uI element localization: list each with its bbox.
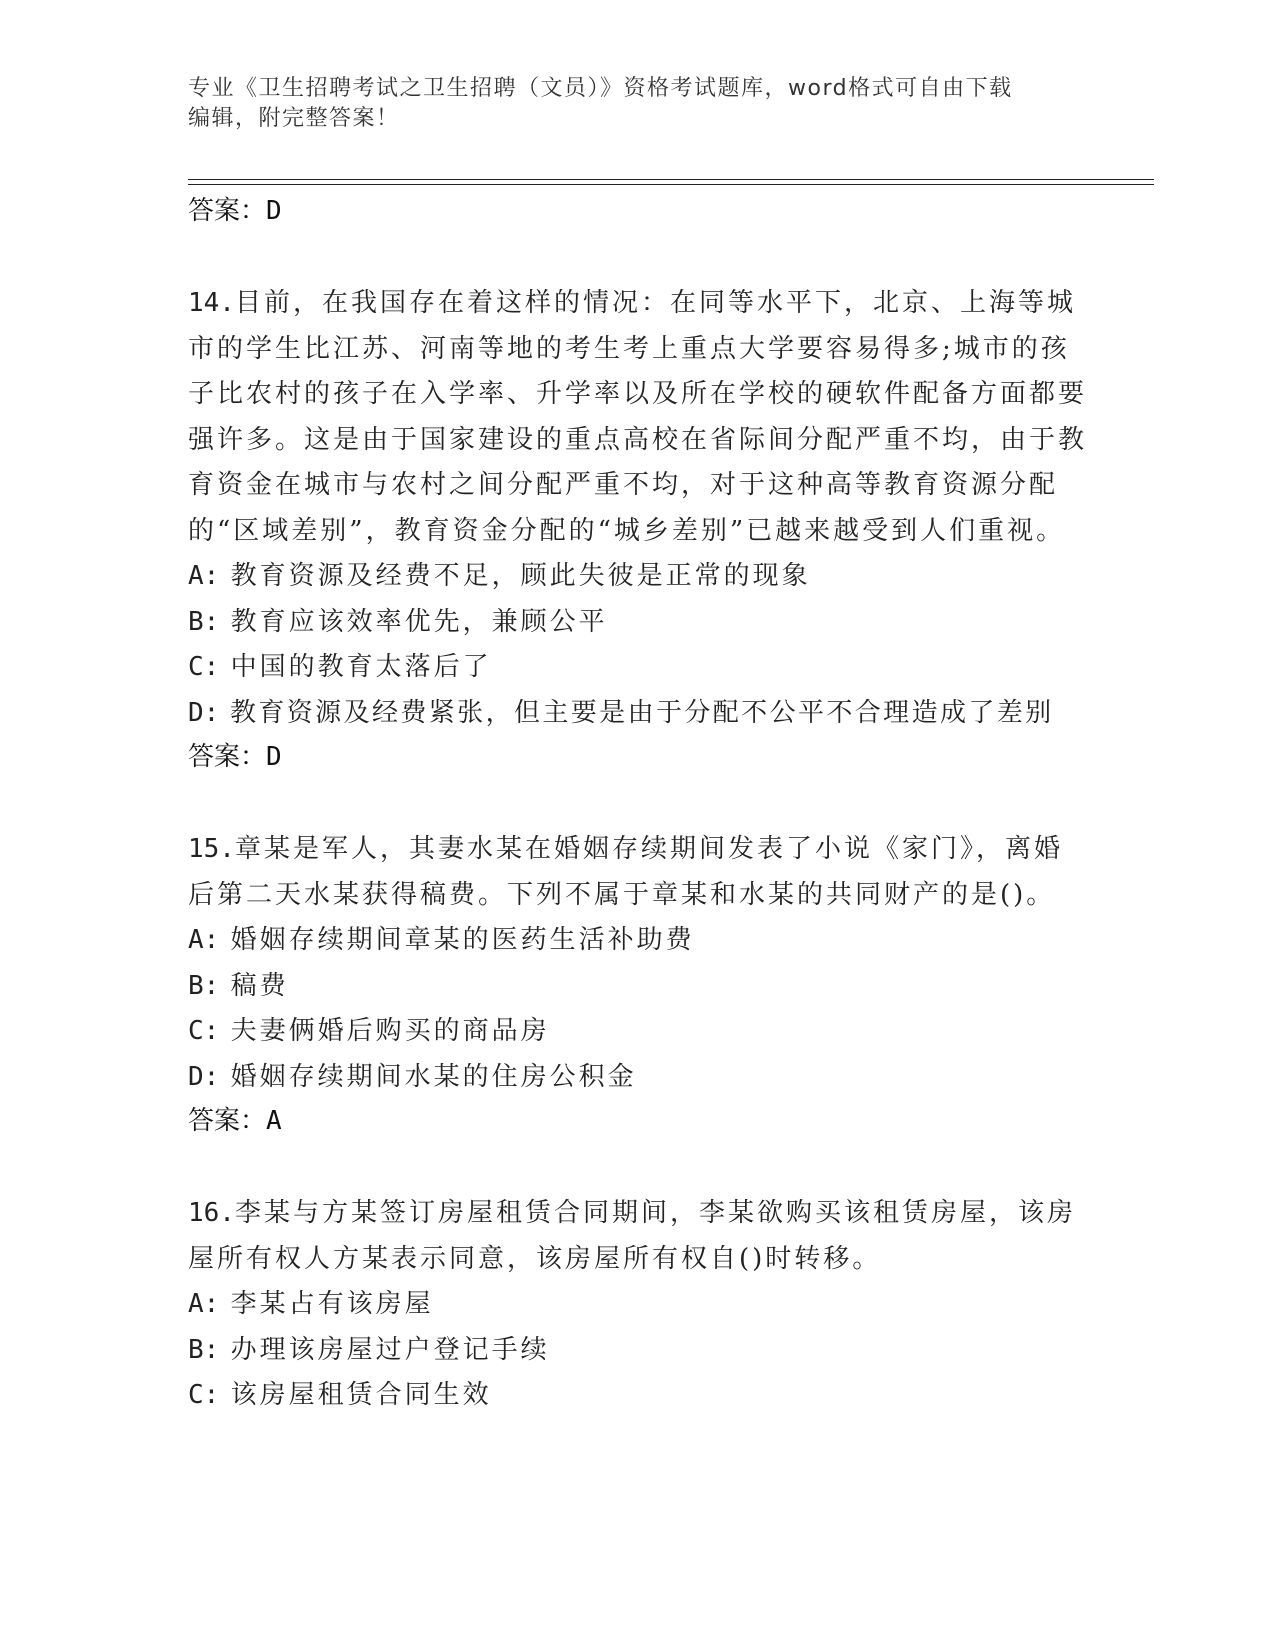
option-letter: D: xyxy=(188,1061,220,1092)
option-b xyxy=(188,600,1088,646)
option-letter: C: xyxy=(188,1380,220,1410)
answer-value: A xyxy=(266,1106,282,1136)
document-body xyxy=(188,190,1088,1419)
option-a xyxy=(188,554,1088,600)
option-letter: B: xyxy=(188,606,220,637)
option-c xyxy=(188,1009,1088,1055)
option-d xyxy=(188,1055,1088,1101)
question-number: 14. xyxy=(188,288,235,318)
question-answer xyxy=(188,1100,1088,1142)
answer-label: 答案： xyxy=(188,196,267,226)
option-b xyxy=(188,964,1088,1010)
option-text: 教育应该效率优先，兼顾公平 xyxy=(230,606,608,637)
option-letter: D: xyxy=(188,697,220,728)
option-text: 婚姻存续期间水某的住房公积金 xyxy=(230,1061,637,1092)
option-letter: B: xyxy=(188,1334,220,1365)
header-divider-top xyxy=(188,179,1154,180)
question-number: 15. xyxy=(188,834,235,864)
option-letter: A: xyxy=(188,561,220,591)
header-divider-bottom xyxy=(188,184,1154,185)
question-number: 16. xyxy=(188,1198,235,1228)
answer-label: 答案： xyxy=(188,1106,267,1136)
option-letter: A: xyxy=(188,1289,220,1319)
option-c xyxy=(188,645,1088,691)
option-text: 稿费 xyxy=(230,970,289,1001)
question-text xyxy=(188,827,1088,918)
option-a xyxy=(188,1282,1088,1328)
question-text xyxy=(188,281,1088,554)
option-letter: C: xyxy=(188,652,220,682)
previous-answer xyxy=(188,190,1088,232)
question-16 xyxy=(188,1191,1088,1419)
option-text: 婚姻存续期间章某的医药生活补助费 xyxy=(230,925,695,955)
header-line-1: 专业《卫生招聘考试之卫生招聘（文员）》资格考试题库，word格式可自由下载 xyxy=(188,76,1013,101)
option-text: 夫妻俩婚后购买的商品房 xyxy=(230,1016,550,1046)
question-body: 李某与方某签订房屋租赁合同期间，李某欲购买该租赁房屋，该房屋所有权人方某表示同意，该房屋所有权自()时转移。 xyxy=(188,1198,1076,1274)
answer-label: 答案： xyxy=(188,742,267,772)
question-answer xyxy=(188,736,1088,778)
option-letter: B: xyxy=(188,970,220,1001)
option-c xyxy=(188,1373,1088,1419)
question-text xyxy=(188,1191,1088,1282)
question-15 xyxy=(188,827,1088,1142)
document-header xyxy=(188,74,1088,134)
option-text: 该房屋租赁合同生效 xyxy=(230,1380,492,1410)
answer-value: D xyxy=(266,742,282,772)
option-a xyxy=(188,918,1088,964)
question-body: 章某是军人，其妻水某在婚姻存续期间发表了小说《家门》，离婚后第二天水某获得稿费。下列不属于章某和水某的共同财产的是()。 xyxy=(188,834,1063,910)
option-text: 教育资源及经费不足，顾此失彼是正常的现象 xyxy=(230,561,811,591)
option-text: 李某占有该房屋 xyxy=(230,1289,434,1319)
option-letter: A: xyxy=(188,925,220,955)
answer-value: D xyxy=(266,196,282,226)
header-line-2: 编辑，附完整答案！ xyxy=(188,106,400,131)
option-text: 中国的教育太落后了 xyxy=(230,652,492,682)
option-b xyxy=(188,1328,1088,1374)
question-14 xyxy=(188,281,1088,778)
option-text: 教育资源及经费紧张，但主要是由于分配不公平不合理造成了差别 xyxy=(229,697,1054,728)
option-d xyxy=(188,691,1088,737)
question-body: 目前，在我国存在着这样的情况：在同等水平下，北京、上海等城市的学生比江苏、河南等地的考生考上重点大学要容易得多;城市的孩子比农村的孩子在入学率、升学率以及所在学校的硬软件配备方面都要强许多。这是由于国家建设的重点高校在省际间分配严重不均，由于教育资金在城市与农村之间分配严重不均，对于这种高等教育资源分配的“区域差别”，教育资金分配的“城乡差别”已越来越受到人们重视。 xyxy=(188,288,1088,546)
option-letter: C: xyxy=(188,1016,220,1046)
option-text: 办理该房屋过户登记手续 xyxy=(230,1334,550,1365)
